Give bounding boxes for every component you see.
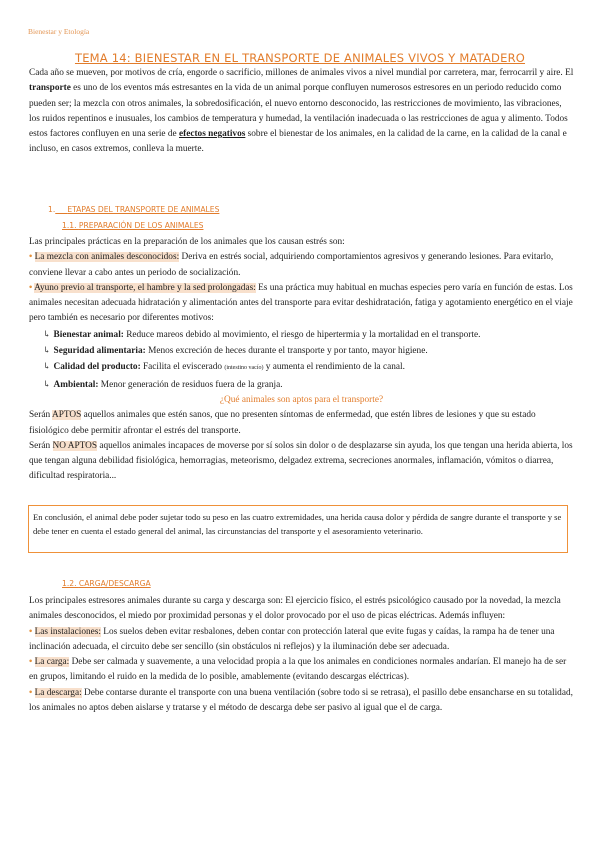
sub-list-item [29, 343, 574, 359]
conclusion-box [28, 505, 568, 553]
highlight-label: Ayuno previo al transporte, el hambre y la sed prolongadas: [34, 282, 256, 293]
section-title: ETAPAS DEL TRANSPORTE DE ANIMALES [67, 205, 220, 214]
sub-text: Menos excreción de heces durante el transporte y por tanto, mayor higiene. [145, 346, 428, 357]
subsection-heading-carga [62, 576, 600, 591]
bullet-icon: • [29, 657, 33, 668]
intro-text-2: es uno de los eventos más estresantes en la vida de un animal porque confluyen numerosos estresores en un periodo reducido como pueden ser; la mezcla con otros animales, la sobredosificación, el nuevo entorno desconocido, las restricciones de movimiento, las vibraciones, los ruidos repentinos e inusuales, los cambios de temperatura y humedad, la ventilación inadecuada o las restricciones de agua y alimento. Todos estos factores confluyen en una serie de [29, 83, 568, 140]
highlight-label: Las instalaciones: [34, 626, 101, 637]
question-heading: ¿Qué animales son aptos para el transporte? [219, 394, 384, 405]
aptos-keyword: APTOS [51, 410, 82, 421]
bullet-icon: • [29, 282, 33, 293]
section-number: 1. [48, 205, 56, 214]
subsection-title: PREPARACIÓN DE LOS ANIMALES [78, 221, 204, 230]
list-item-text: Es una práctica muy habitual en muchas especies pero varía en función de estas. Los animales necesitan adecuada hidratación y alimentación antes del transporte para evitar deshidratación, fatiga y agotamiento energético en el viaje pero también es necesario por diferentes motivos: [29, 282, 573, 324]
highlight-label: La carga: [34, 657, 70, 668]
sub-label: Bienestar animal: [53, 329, 124, 340]
bullet-icon: • [29, 252, 33, 263]
intro-efectos: efectos negativos [178, 129, 246, 140]
section-heading [48, 202, 593, 217]
sub-text: y aumenta el rendimiento de la canal. [263, 362, 405, 373]
arrow-icon: ↳ [43, 361, 51, 372]
arrow-icon: ↳ [43, 345, 51, 356]
subsection-number: 1.1. [62, 221, 77, 230]
sub-note: (intestino vacío) [224, 365, 264, 372]
intro-transporte: transporte [29, 83, 71, 94]
aptos-text: aquellos animales que estén sanos, que no presenten síntomas de enfermedad, que estén libres de lesiones y que su estado fisiológico debe permitir afrontar el estrés del transporte. [29, 410, 536, 436]
sub-text: Facilita el eviscerado [140, 362, 225, 373]
carga-block [29, 594, 574, 716]
intro-text-1: Cada año se mueven, por motivos de cría, engorde o sacrificio, millones de animales vivos a nivel mundial por carretera, mar, ferrocarril y aire. El [29, 68, 574, 78]
no-aptos-keyword: NO APTOS [52, 440, 98, 451]
preparation-block [29, 235, 574, 485]
highlight-label: La mezcla con animales desconocidos: [34, 252, 180, 263]
list-item [29, 625, 574, 656]
no-aptos-paragraph [29, 439, 574, 485]
sub-list-item [29, 359, 574, 376]
subsection-title: CARGA/DESCARGA [78, 579, 151, 588]
subsection-number: 1.2. [62, 579, 77, 588]
list-item-text: Debe ser calmada y suavemente, a una velocidad propia a la que los animales en condiciones normales andarían. El manejo ha de ser en grupos, limitando el ruido en la medida de lo posible, amablemente (evitando descargas eléctricas). [29, 657, 567, 683]
page-title: TEMA 14: BIENESTAR EN EL TRANSPORTE DE ANIMALES VIVOS Y MATADERO [74, 50, 526, 65]
arrow-icon: ↳ [43, 328, 51, 339]
subsection-heading-prep [62, 218, 600, 233]
list-item-text: Deriva en estrés social, adquiriendo comportamientos agresivos y generando lesiones. Para evitarlo, conviene llevar a cabo antes un periodo de socialización. [29, 252, 554, 278]
highlight-label: La descarga: [34, 687, 82, 698]
list-item-text: Los suelos deben evitar resbalones, deben contar con protección lateral que evite fugas y caídas, la rampa ha de tener una inclinación adecuada, el circuito debe ser sencillo (sin obstáculos ni reflejos) y la iluminación debe ser adecuada. [29, 626, 555, 652]
no-aptos-pre: Serán [29, 440, 53, 451]
sub-label: Seguridad alimentaria: [53, 346, 146, 357]
sub-list-item [29, 377, 574, 393]
list-item [29, 250, 574, 281]
course-header: Bienestar y Etología [28, 27, 90, 36]
sub-list-item [29, 327, 574, 343]
list-item [29, 281, 574, 327]
list-item-text: Debe contarse durante el transporte con una buena ventilación (sobre todo si se retrasa), el pasillo debe ensancharse en su totalidad, los animales no aptos deben aislarse y tratarse y el método de descarga debe ser pasivo al igual que el de carga. [29, 687, 573, 714]
sub-text: Menor generación de residuos fuera de la granja. [98, 379, 283, 390]
intro-text-3: sobre el bienestar de los animales, en la calidad de la carne, en la calidad de la canal e incluso, en casos extremos, conlleva la muerte. [29, 129, 567, 155]
prep-lead: Las principales prácticas en la preparación de los animales que los causan estrés son: [29, 237, 345, 247]
no-aptos-text: aquellos animales incapaces de moverse por sí solos sin dolor o de desplazarse sin ayuda, los que tengan una herida abierta, los que tengan alguna debilidad fisiológica, hemorragias, meteorismo, delgadez extrema, secreciones anormales, inflamación, vómitos o diarrea, dificultad respiratoria... [29, 440, 573, 482]
bullet-icon: • [29, 687, 33, 698]
arrow-icon: ↳ [43, 378, 51, 389]
carga-lead: Los principales estresores animales durante su carga y descarga son: El ejercicio físico, el estrés psicológico causado por la novedad, la mezcla animales desconocidos, el miedo por proximidad personas y el dolor provocado por el uso de picas eléctricas. Además influyen: [29, 596, 561, 622]
bullet-icon: • [29, 626, 33, 637]
sub-text: Reduce mareos debido al movimiento, el riesgo de hipertermia y la mortalidad en el transporte. [123, 329, 481, 340]
list-item [29, 686, 574, 717]
intro-paragraph [29, 66, 574, 158]
sub-label: Calidad del producto: [53, 362, 141, 373]
aptos-paragraph [29, 408, 574, 439]
sub-label: Ambiental: [53, 379, 99, 390]
list-item [29, 655, 574, 686]
aptos-pre: Serán [29, 410, 52, 421]
conclusion-text: En conclusión, el animal debe poder sujetar todo su peso en las cuatro extremidades, una herida causa dolor y pérdida de sangre durante el transporte y se debe tener en cuenta el estado general del animal, las circunstancias del transporte y el asesoramiento veterinario. [33, 512, 562, 537]
